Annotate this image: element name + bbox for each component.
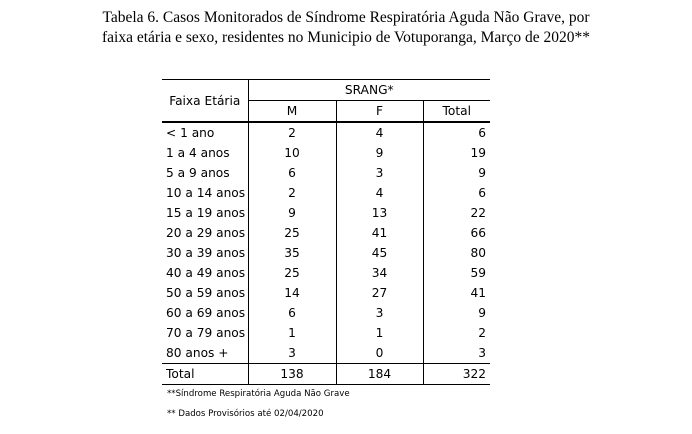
female-cell: 27 xyxy=(336,283,423,303)
total-cell: 41 xyxy=(423,283,490,303)
female-cell: 13 xyxy=(336,203,423,223)
table-row xyxy=(162,143,490,163)
table-row xyxy=(162,163,490,183)
footnote-srang-definition: **Síndrome Respiratória Aguda Não Grave xyxy=(167,389,350,399)
age-cell: 80 anos + xyxy=(166,346,229,360)
female-cell: 4 xyxy=(336,183,423,203)
caption-line-2: faixa etária e sexo, residentes no Municipio de Votuporanga, Março de 2020** xyxy=(102,29,590,46)
male-cell: 2 xyxy=(248,183,336,203)
header-row-group xyxy=(162,80,490,101)
col-header-male: M xyxy=(248,101,336,123)
total-cell: 6 xyxy=(423,183,490,203)
total-cell: 9 xyxy=(423,303,490,323)
total-cell: 3 xyxy=(423,343,490,364)
col-header-female: F xyxy=(336,101,423,123)
female-cell: 4 xyxy=(336,122,423,143)
footnote-provisional-data: ** Dados Provisórios até 02/04/2020 xyxy=(167,409,324,419)
female-cell: 9 xyxy=(336,143,423,163)
table-row xyxy=(162,303,490,323)
table-row xyxy=(162,122,490,143)
male-cell: 10 xyxy=(248,143,336,163)
total-cell: 22 xyxy=(423,203,490,223)
male-cell: 6 xyxy=(248,163,336,183)
table-row xyxy=(162,223,490,243)
total-cell: 80 xyxy=(423,243,490,263)
female-cell: 41 xyxy=(336,223,423,243)
table-row xyxy=(162,203,490,223)
female-cell: 34 xyxy=(336,263,423,283)
total-female: 184 xyxy=(336,364,423,385)
total-cell: 66 xyxy=(423,223,490,243)
age-cell: 50 a 59 anos xyxy=(166,286,246,300)
total-cell: 6 xyxy=(423,122,490,143)
age-cell: 15 a 19 anos xyxy=(166,206,246,220)
female-cell: 45 xyxy=(336,243,423,263)
total-row xyxy=(162,364,490,385)
age-cell: 70 a 79 anos xyxy=(166,326,246,340)
table-row xyxy=(162,263,490,283)
male-cell: 3 xyxy=(248,343,336,364)
caption-line-1: Tabela 6. Casos Monitorados de Síndrome Respiratória Aguda Não Grave, por xyxy=(102,9,590,26)
srang-group-header: SRANG* xyxy=(248,80,490,101)
age-cell: 40 a 49 anos xyxy=(166,266,246,280)
female-cell: 3 xyxy=(336,303,423,323)
total-all: 322 xyxy=(423,364,490,385)
table-row xyxy=(162,243,490,263)
total-cell: 19 xyxy=(423,143,490,163)
table-row xyxy=(162,323,490,343)
male-cell: 25 xyxy=(248,263,336,283)
table-row xyxy=(162,183,490,203)
age-cell: < 1 ano xyxy=(166,126,215,140)
total-cell: 59 xyxy=(423,263,490,283)
female-cell: 3 xyxy=(336,163,423,183)
male-cell: 1 xyxy=(248,323,336,343)
col-header-total: Total xyxy=(423,101,490,123)
male-cell: 14 xyxy=(248,283,336,303)
female-cell: 0 xyxy=(336,343,423,364)
age-cell: 20 a 29 anos xyxy=(166,226,246,240)
male-cell: 25 xyxy=(248,223,336,243)
age-group-header: Faixa Etária xyxy=(162,80,248,123)
total-cell: 2 xyxy=(423,323,490,343)
total-cell: 9 xyxy=(423,163,490,183)
male-cell: 6 xyxy=(248,303,336,323)
table-row xyxy=(162,283,490,303)
total-male: 138 xyxy=(248,364,336,385)
age-cell: 1 a 4 anos xyxy=(166,146,230,160)
male-cell: 9 xyxy=(248,203,336,223)
female-cell: 1 xyxy=(336,323,423,343)
total-label: Total xyxy=(162,364,248,385)
age-cell: 30 a 39 anos xyxy=(166,246,246,260)
male-cell: 2 xyxy=(248,122,336,143)
table-caption xyxy=(0,8,692,48)
age-cell: 10 a 14 anos xyxy=(166,186,246,200)
age-cell: 60 a 69 anos xyxy=(166,306,246,320)
age-cell: 5 a 9 anos xyxy=(166,166,230,180)
male-cell: 35 xyxy=(248,243,336,263)
table-row xyxy=(162,343,490,364)
cases-table xyxy=(162,79,490,385)
table-body xyxy=(162,122,490,364)
